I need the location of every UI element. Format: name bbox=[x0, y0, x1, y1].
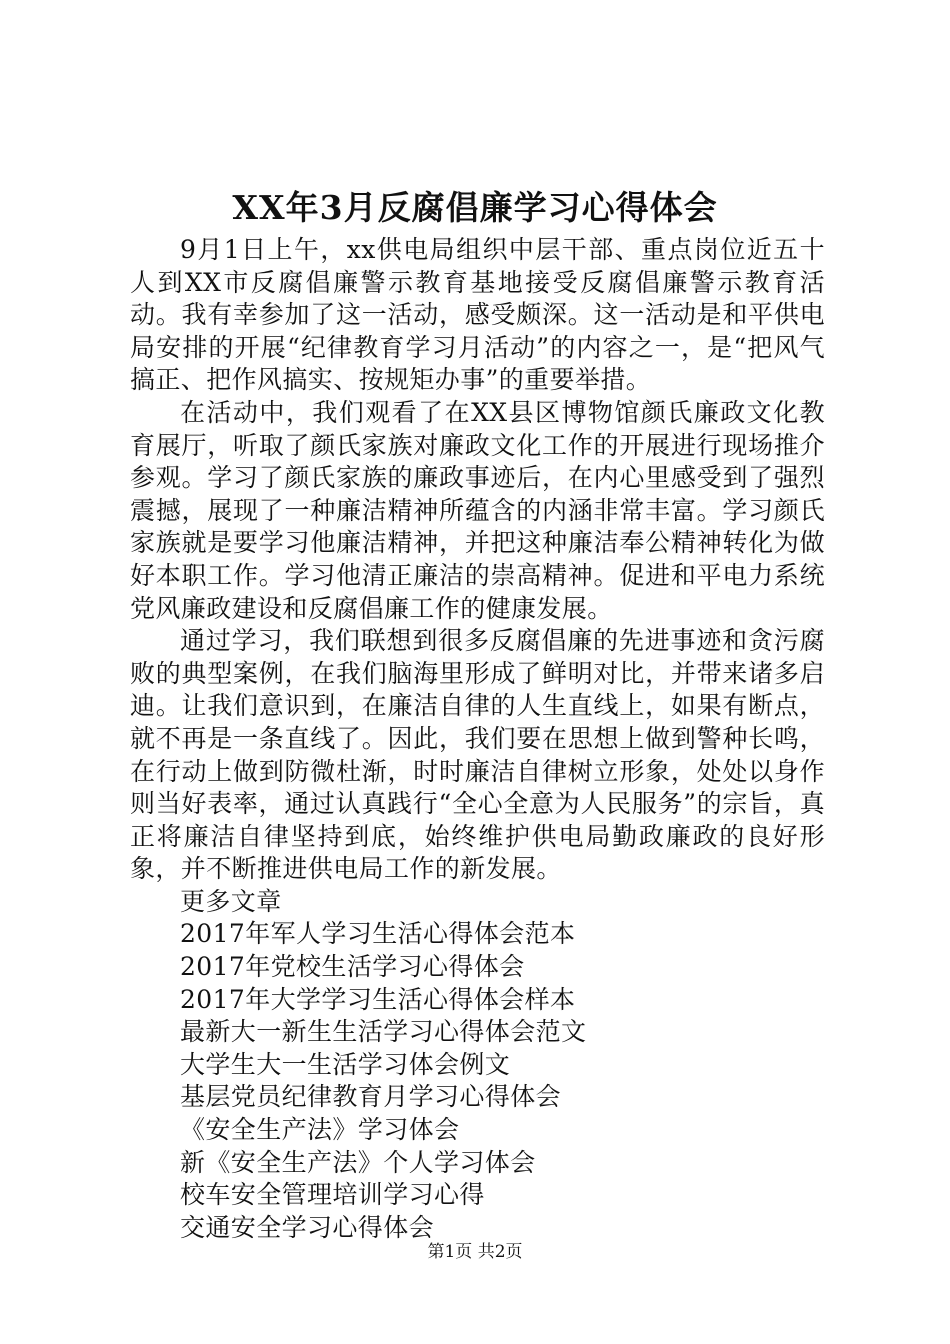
more-article-link[interactable]: 新《安全生产法》个人学习体会 bbox=[180, 1147, 536, 1177]
more-article-link[interactable]: 基层党员纪律教育月学习心得体会 bbox=[180, 1082, 562, 1112]
document-title: XX年3月反腐倡廉学习心得体会 bbox=[232, 188, 718, 227]
paragraph-3: 通过学习，我们联想到很多反腐倡廉的先进事迹和贪污腐败的典型案例，在我们脑海里形成了鲜明对比，并带来诸多启迪。让我们意识到，在廉洁自律的人生直线上，如果有断点，就不再是一条直线了。因此，我们要在思想上做到警种长鸣，在行动上做到防微杜渐，时时廉洁自律树立形象，处处以身作则当好表率，通过认真践行“全心全意为人民服务”的宗旨，真正将廉洁自律坚持到底，始终维护供电局勤政廉政的良好形象，并不断推进供电局工作的新发展。 bbox=[130, 626, 825, 884]
more-articles-heading: 更多文章 bbox=[180, 886, 282, 916]
more-article-link[interactable]: 《安全生产法》学习体会 bbox=[180, 1115, 460, 1145]
document-body bbox=[130, 234, 825, 1244]
more-articles-list bbox=[130, 918, 825, 1244]
more-article-link[interactable]: 交通安全学习心得体会 bbox=[180, 1212, 435, 1242]
more-article-link[interactable]: 2017年军人学习生活心得体会范本 bbox=[180, 919, 576, 949]
more-article-link[interactable]: 最新大一新生生活学习心得体会范文 bbox=[180, 1017, 587, 1047]
more-article-link[interactable]: 2017年党校生活学习心得体会 bbox=[180, 952, 525, 982]
more-article-link[interactable]: 2017年大学学习生活心得体会样本 bbox=[180, 984, 576, 1014]
paragraph-2: 在活动中，我们观看了在XX县区博物馆颜氏廉政文化教育展厅，听取了颜氏家族对廉政文化工作的开展进行现场推介参观。学习了颜氏家族的廉政事迹后，在内心里感受到了强烈震撼，展现了一种廉洁精神所蕴含的内涵非常丰富。学习颜氏家族就是要学习他廉洁精神，并把这种廉洁奉公精神转化为做好本职工作。学习他清正廉洁的崇高精神。促进和平电力系统党风廉政建设和反腐倡廉工作的健康发展。 bbox=[130, 397, 825, 623]
page-number: 第1页 共2页 bbox=[427, 1242, 523, 1262]
more-article-link[interactable]: 校车安全管理培训学习心得 bbox=[180, 1180, 485, 1210]
more-article-link[interactable]: 大学生大一生活学习体会例文 bbox=[180, 1049, 511, 1079]
paragraph-1: 9月1日上午，xx供电局组织中层干部、重点岗位近五十人到XX市反腐倡廉警示教育基地接受反腐倡廉警示教育活动。我有幸参加了这一活动，感受颇深。这一活动是和平供电局安排的开展“纪律教育学习月活动”的内容之一，是“把风气搞正、把作风搞实、按规矩办事”的重要举措。 bbox=[130, 235, 825, 395]
